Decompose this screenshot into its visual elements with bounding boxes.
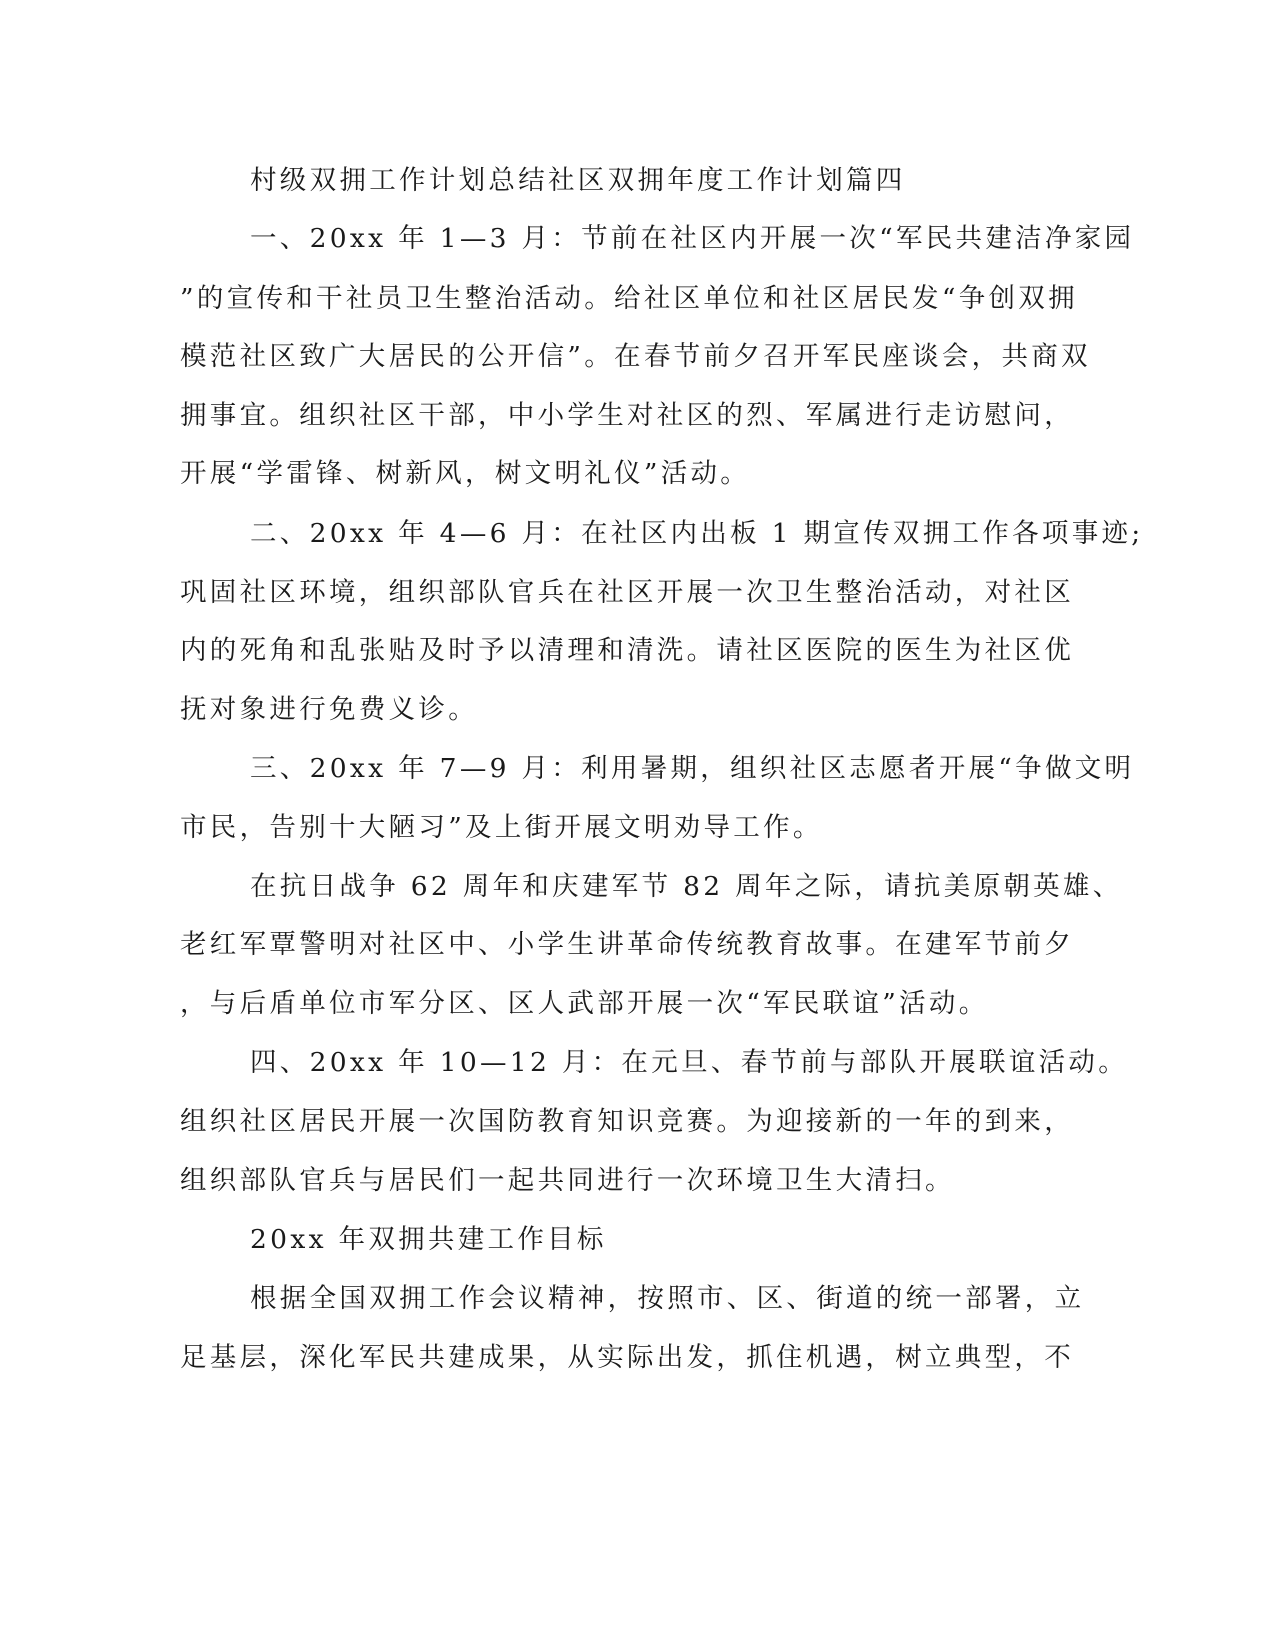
paragraph-line: 二、20xx 年 4—6 月：在社区内出板 1 期宣传双拥工作各项事迹; [250, 518, 1144, 549]
paragraph-line: 根据全国双拥工作会议精神，按照市、区、街道的统一部署，立 [250, 1283, 1085, 1314]
paragraph-line: ”的宣传和干社员卫生整治活动。给社区单位和社区居民发“争创双拥 [180, 283, 1078, 314]
paragraph-line: 巩固社区环境，组织部队官兵在社区开展一次卫生整治活动，对社区 [180, 577, 1074, 608]
section-heading: 20xx 年双拥共建工作目标 [250, 1224, 607, 1255]
paragraph-line: 市民，告别十大陋习”及上街开展文明劝导工作。 [180, 812, 823, 843]
paragraph-line: 组织部队官兵与居民们一起共同进行一次环境卫生大清扫。 [180, 1165, 955, 1196]
paragraph-line: ，与后盾单位市军分区、区人武部开展一次“军民联谊”活动。 [180, 988, 989, 1019]
paragraph-line: 一、20xx 年 1—3 月：节前在社区内开展一次“军民共建洁净家园 [250, 223, 1135, 254]
paragraph-line: 老红军覃警明对社区中、小学生讲革命传统教育故事。在建军节前夕 [180, 929, 1074, 960]
paragraph-line: 开展“学雷锋、树新风，树文明礼仪”活动。 [180, 458, 751, 489]
paragraph-line: 三、20xx 年 7—9 月：利用暑期，组织社区志愿者开展“争做文明 [250, 753, 1135, 784]
paragraph-line: 组织社区居民开展一次国防教育知识竞赛。为迎接新的一年的到来， [180, 1106, 1074, 1137]
paragraph-line: 内的死角和乱张贴及时予以清理和清洗。请社区医院的医生为社区优 [180, 635, 1074, 666]
paragraph-line: 模范社区致广大居民的公开信”。在春节前夕召开军民座谈会，共商双 [180, 341, 1091, 372]
document-title: 村级双拥工作计划总结社区双拥年度工作计划篇四 [250, 165, 906, 196]
paragraph-line: 抚对象进行免费义诊。 [180, 694, 478, 725]
paragraph-line: 四、20xx 年 10—12 月：在元旦、春节前与部队开展联谊活动。 [250, 1047, 1129, 1078]
paragraph-line: 在抗日战争 62 周年和庆建军节 82 周年之际，请抗美原朝英雄、 [250, 871, 1123, 902]
paragraph-line: 足基层，深化军民共建成果，从实际出发，抓住机遇，树立典型，不 [180, 1342, 1074, 1373]
paragraph-line: 拥事宜。组织社区干部，中小学生对社区的烈、军属进行走访慰问， [180, 400, 1074, 431]
